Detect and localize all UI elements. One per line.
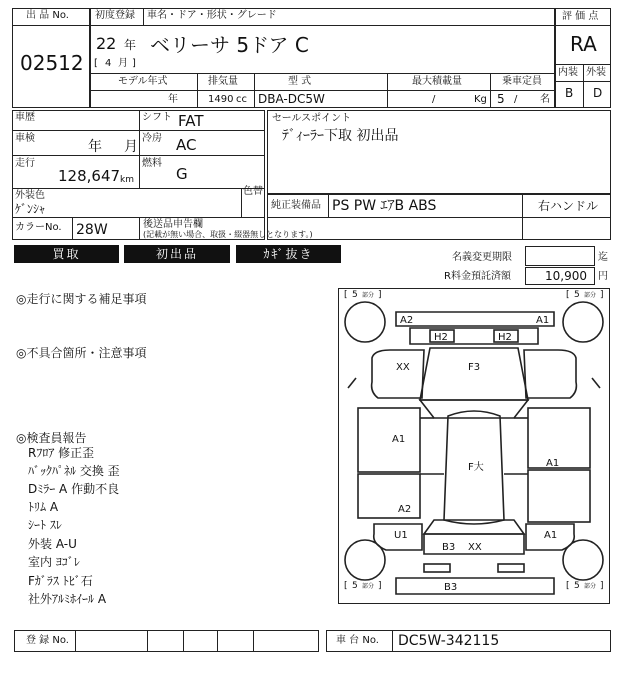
svg-text:]: ] <box>378 581 382 591</box>
mileage-unit: km <box>120 175 134 185</box>
exterior-grade: D <box>593 86 603 100</box>
inspector-line: ｼｰﾄ ｽﾚ <box>28 518 62 532</box>
equipment-value: PS PW ｴｱB ABS <box>332 198 437 214</box>
inspector-line: Rﾌﾛｱ 修正歪 <box>28 446 95 460</box>
tire-rr-unit: 部分 <box>584 583 597 590</box>
first-listing-button[interactable]: 初出品 <box>124 245 230 263</box>
load-slash: / <box>432 94 436 105</box>
mileage-value: 128,647 <box>58 167 121 185</box>
front-door-left-icon <box>358 408 420 472</box>
displacement-value: 1490 <box>208 94 234 105</box>
displacement-unit: cc <box>236 94 247 105</box>
interior-grade: B <box>565 86 574 100</box>
exterior-color-label: 外装色 <box>15 190 45 201</box>
recycle-label: R料金預託済額 <box>444 271 511 282</box>
sales-point-value: ﾃﾞｨｰﾗｰ下取 初出品 <box>282 128 399 144</box>
mark-rear-bumper: B3 <box>444 582 458 593</box>
max-load-label: 最大積載量 <box>412 76 462 87</box>
svg-text:]: ] <box>600 290 604 300</box>
recycle-value: 10,900 <box>545 269 587 283</box>
mark-rear-door-right: A1 <box>546 458 560 469</box>
capacity-label: 乗車定員 <box>502 76 542 87</box>
buy-button[interactable]: 買取 <box>14 245 119 263</box>
month-unit: 月 <box>118 58 128 69</box>
mark-roof: F大 <box>468 462 484 473</box>
svg-text:[: [ <box>566 290 570 300</box>
inspector-line: ﾄﾘﾑ A <box>28 500 59 514</box>
post-document-label: 後送品申告欄 <box>143 219 203 230</box>
tire-fl-unit: 部分 <box>362 292 375 299</box>
svg-text:[: [ <box>566 581 570 591</box>
fuel-label: 燃料 <box>142 158 162 169</box>
front-bumper-icon <box>396 312 554 326</box>
mileage-label: 走行 <box>15 158 35 169</box>
svg-text:]: ] <box>600 581 604 591</box>
bonnet-icon <box>420 348 528 400</box>
inspector-line: Fｶﾞﾗｽ ﾄﾋﾞ石 <box>28 574 93 588</box>
cooling-label: 冷房 <box>142 133 162 144</box>
svg-text:]: ] <box>378 290 382 300</box>
repaint-label: 色替 <box>243 186 263 197</box>
first-registration-month: 4 <box>105 58 112 69</box>
model-year-unit: 年 <box>168 94 178 105</box>
mark-front-door-left: A1 <box>392 434 406 445</box>
inspector-report-header: ◎検査員報告 <box>16 431 87 445</box>
car-name: ベリーサ 5ドア C <box>150 33 309 57</box>
front-fender-right-icon <box>524 350 576 398</box>
model-code-value: DBA-DC5W <box>258 92 325 106</box>
name-change-input[interactable] <box>525 246 595 266</box>
inspector-line: ﾊﾞｯｸﾊﾟﾈﾙ 交換 歪 <box>28 464 120 478</box>
load-unit: Kg <box>474 94 487 105</box>
post-document-note: (記載が無い場合、取扱・綴器無しとなります。) <box>143 230 313 239</box>
inspection-label: 車検 <box>15 133 35 144</box>
tire-rl-value: 5 <box>352 581 358 591</box>
mark-rocker-left: U1 <box>394 530 408 541</box>
svg-text:[: [ <box>344 581 348 591</box>
inspector-line: 室内 ﾖｺﾞﾚ <box>28 555 80 569</box>
color-number-label: カラーNo. <box>15 222 62 233</box>
mark-back-door-b: B3 <box>442 542 456 553</box>
inspector-line: 外装 A-U <box>28 537 77 551</box>
exterior-label: 外装 <box>586 67 606 78</box>
rear-door-right-icon <box>528 470 590 522</box>
chassis-label: 車 台 No. <box>336 635 379 646</box>
tire-fr-value: 5 <box>574 290 580 300</box>
exterior-color-value: ｹﾞﾝｼｬ <box>15 202 46 216</box>
displacement-label: 排気量 <box>208 76 238 87</box>
windshield-icon <box>420 400 528 418</box>
mark-front-bumper-right: A1 <box>536 315 550 326</box>
rear-bumper-icon <box>396 578 554 594</box>
mark-bonnet: F3 <box>468 362 481 373</box>
name-change-label: 名義変更期限 <box>452 252 512 263</box>
inspection-month-unit: 月 <box>124 139 138 155</box>
cooling-value: AC <box>176 136 197 154</box>
year-unit: 年 <box>124 38 137 52</box>
car-diagram <box>338 288 610 604</box>
inspector-line: Dﾐﾗｰ A 作動不良 <box>28 482 120 496</box>
equipment-label: 純正装備品 <box>271 200 321 211</box>
rating-label: 評 価 点 <box>562 11 599 22</box>
mark-headlight-right: H2 <box>498 332 512 343</box>
mark-headlight-left: H2 <box>434 332 448 343</box>
tire-fl-value: 5 <box>352 290 358 300</box>
mark-front-bumper-left: A2 <box>400 315 414 326</box>
defects-header: ◎不具合箇所・注意事項 <box>16 346 147 360</box>
tire-fr-unit: 部分 <box>584 292 597 299</box>
steering-value: 右ハンドル <box>538 199 599 213</box>
first-registration-label: 初度登録 <box>95 10 135 21</box>
capacity-value: 5 <box>497 92 505 106</box>
capacity-unit: 名 <box>540 94 550 105</box>
driving-notes-header: ◎走行に関する補足事項 <box>16 292 147 306</box>
name-change-unit: 迄 <box>598 252 608 263</box>
mark-rear-fender-right: A1 <box>544 530 558 541</box>
inspection-year-unit: 年 <box>88 139 102 155</box>
front-fender-left-icon <box>372 350 424 398</box>
chassis-number: DC5W-342115 <box>398 633 500 649</box>
tire-rr-value: 5 <box>574 581 580 591</box>
registration-label: 登 録 No. <box>26 635 69 646</box>
first-registration-year: 22 <box>96 34 117 53</box>
mark-rear-fender-left: A2 <box>398 504 412 515</box>
shift-label: シフト <box>142 112 172 123</box>
mark-fender-left: XX <box>396 362 410 373</box>
history-label: 車歴 <box>15 112 35 123</box>
overall-rating: RA <box>570 32 597 56</box>
inspector-line: 社外ｱﾙﾐﾎｲｰﾙ A <box>28 592 107 606</box>
tire-rl-unit: 部分 <box>362 583 375 590</box>
tire-front-right-icon <box>563 302 603 342</box>
tire-front-left-icon <box>345 302 385 342</box>
recycle-unit: 円 <box>598 271 608 282</box>
mark-back-door-x: XX <box>468 542 482 553</box>
model-code-label: 型 式 <box>288 76 312 87</box>
shift-value: FAT <box>178 112 204 130</box>
capacity-slash: / <box>514 94 518 105</box>
color-number-value: 28W <box>76 222 108 238</box>
model-year-label: モデル年式 <box>118 76 168 87</box>
model-label: 車名・ドア・形状・グレード <box>147 10 277 21</box>
key-removed-button[interactable]: ｶｷﾞ抜き <box>236 245 341 263</box>
fuel-value: G <box>176 165 188 183</box>
lot-number: 02512 <box>20 51 84 75</box>
interior-label: 内装 <box>558 67 578 78</box>
tire-fl-bracket: [ <box>344 290 348 300</box>
rear-window-icon <box>424 520 524 534</box>
sales-point-label: セールスポイント <box>272 113 352 124</box>
lot-label: 出 品 No. <box>26 10 69 21</box>
